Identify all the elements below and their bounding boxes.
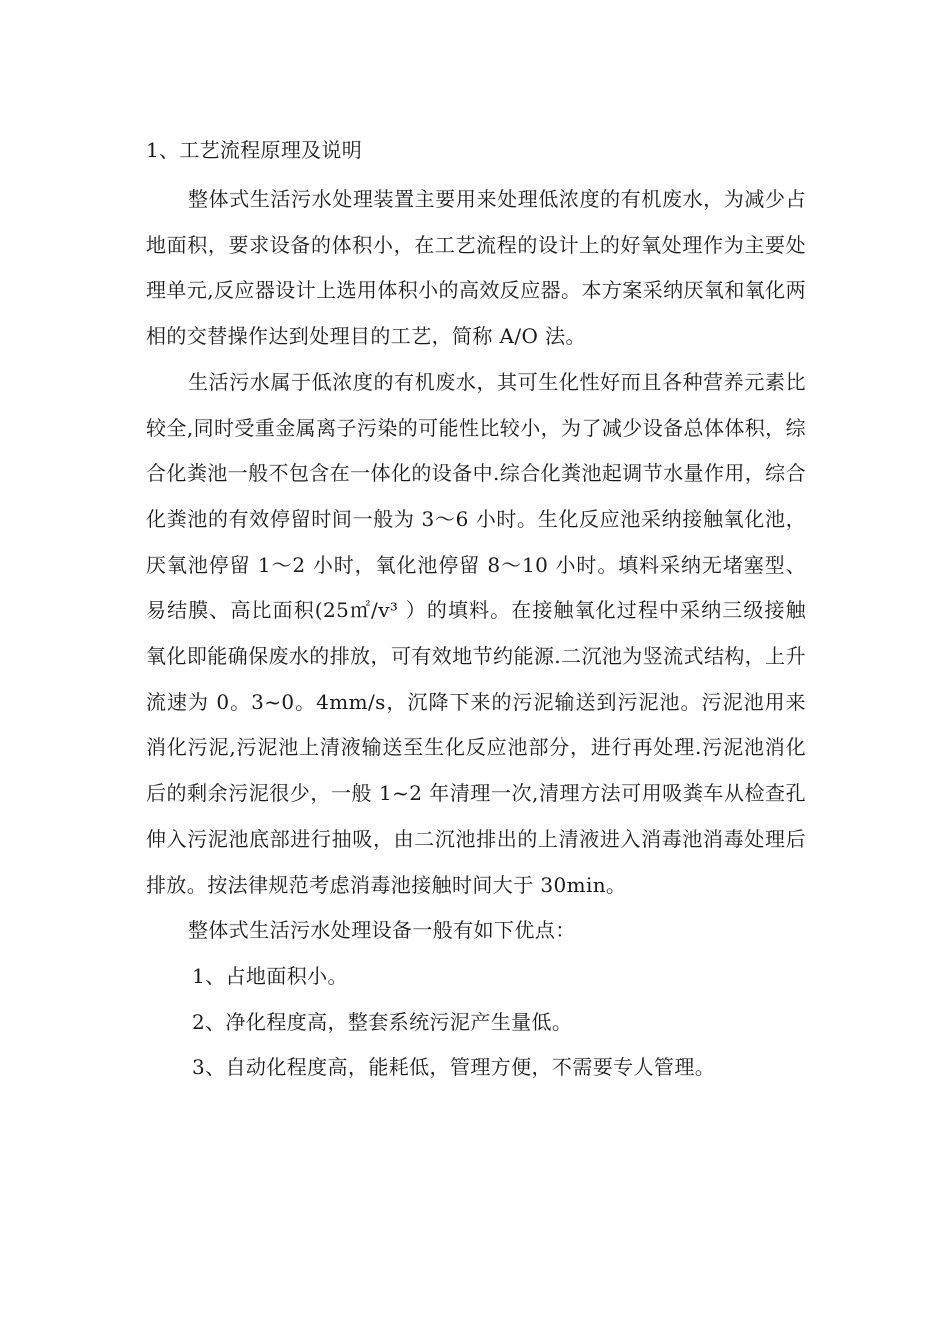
- list-item: 1、占地面积小。: [192, 963, 348, 988]
- list-item: 2、净化程度高，整套系统污泥产生量低。: [192, 1009, 573, 1034]
- paragraph-advantages-intro: 整体式生活污水处理设备一般有如下优点：: [188, 918, 576, 943]
- section-heading: 1、工艺流程原理及说明: [146, 138, 363, 162]
- paragraph-process-detail: 生活污水属于低浓度的有机废水，其可生化性好而且各种营养元素比较全,同时受重金属离子污染的可能性比较小，为了减少设备总体体积，综合化粪池一般不包含在一体化的设备中.综合化粪池起调节水量作用，综合化粪池的有效停留时间一般为 3～6 小时。生化反应池采纳接触氧化池，厌氧池停留 1～2 小时，氧化池停留 8～10 小时。填料采纳无堵塞型、易结膜、高比面积(25㎡/v³ ）的填料。在接触氧化过程中采纳三级接触氧化即能确保废水的排放，可有效地节约能源.二沉池为竖流式结构，上升流速为 0。3~0。4mm/s，沉降下来的污泥输送到污泥池。污泥池用来消化污泥,污泥池上清液输送至生化反应池部分，进行再处理.污泥池消化后的剩余污泥很少，一般 1~2 年清理一次,清理方法可用吸粪车从检查孔伸入污泥池底部进行抽吸，由二沉池排出的上清液进入消毒池消毒处理后排放。按法律规范考虑消毒池接触时间大于 30min。: [146, 369, 806, 897]
- list-item: 3、自动化程度高，能耗低，管理方便，不需要专人管理。: [192, 1055, 716, 1080]
- advantages-list: [146, 954, 806, 1091]
- paragraph-overview: 整体式生活污水处理装置主要用来处理低浓度的有机废水，为减少占地面积，要求设备的体积小，在工艺流程的设计上的好氧处理作为主要处理单元,反应器设计上选用体积小的高效反应器。本方案采纳厌氧和氧化两相的交替操作达到处理目的工艺，简称 A/O 法。: [146, 187, 806, 349]
- document-page: [146, 132, 806, 1091]
